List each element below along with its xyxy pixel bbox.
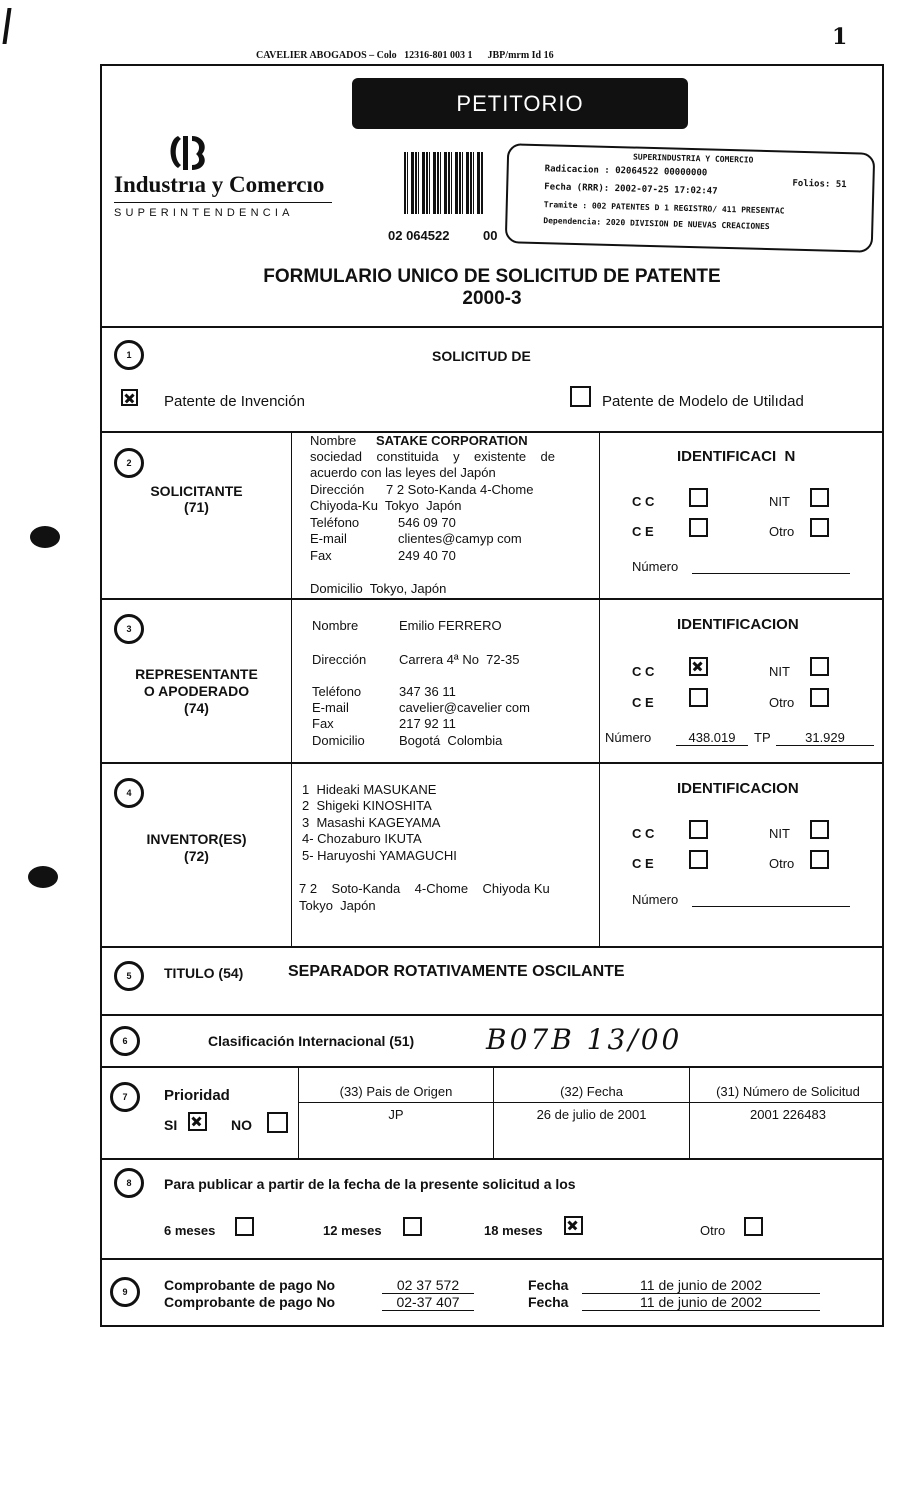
ce-checkbox[interactable] (689, 850, 708, 869)
dieciocho-meses-label: 18 meses (484, 1223, 543, 1238)
telefono-label: Teléfono (310, 515, 360, 530)
barcode-number: 02 064522 (388, 228, 450, 243)
representante-telefono: 347 36 11 (399, 684, 456, 699)
numero-solicitud-header: (31) Número de Solicitud (716, 1084, 860, 1099)
ce-checkbox[interactable] (689, 688, 708, 707)
representante-fax: 217 92 11 (399, 716, 456, 731)
solicitante-email: clientes@camyp com (398, 531, 522, 546)
divider (102, 1066, 882, 1068)
tp-label: TP (754, 730, 771, 745)
direccion-label: Dirección (310, 482, 365, 497)
section-number-2: 2 (114, 448, 144, 478)
telefono-label: Teléfono (312, 684, 362, 699)
direccion-label: Dirección (312, 652, 367, 667)
cc-checkbox[interactable] (689, 820, 708, 839)
numero-solicitud-value: 2001 226483 (750, 1107, 826, 1122)
otro-checkbox[interactable] (810, 518, 829, 537)
patente-modelo-checkbox[interactable] (570, 386, 591, 407)
fax-label: Fax (312, 716, 334, 731)
barcode (404, 152, 484, 214)
divider (102, 326, 882, 328)
stamp-line-4: Dependencia: 2020 DIVISION DE NUEVAS CREACIONES (543, 216, 770, 232)
otro-checkbox[interactable] (744, 1217, 763, 1236)
cc-label: C C (632, 826, 655, 841)
logo-sub: SUPERINTENDENCIA (114, 207, 294, 219)
apoderado-label: O APODERADO (143, 683, 250, 699)
representante-numero: 438.019 (676, 730, 748, 746)
solicitante-dir-1: 7 2 Soto-Kanda 4-Chome (386, 482, 534, 497)
section-number-3: 3 (114, 614, 144, 644)
form-title: FORMULARIO UNICO DE SOLICITUD DE PATENTE (263, 266, 721, 287)
numero-label: Número (605, 730, 652, 745)
divider (102, 762, 882, 764)
logo-name: Industrıa y Comercıo (114, 172, 325, 197)
punch-hole-bottom (28, 866, 58, 888)
seis-meses-label: 6 meses (164, 1223, 216, 1238)
comprobante-label-1: Comprobante de pago No (164, 1277, 336, 1293)
margin-mark (2, 8, 11, 44)
inventores-direccion-2: Tokyo Japón (299, 898, 376, 913)
pais-origen-value: JP (388, 1107, 404, 1122)
otro-label: Otro (769, 524, 795, 539)
stamp-folios: Folios: 51 (792, 178, 847, 191)
inventores-label: INVENTOR(ES) (146, 831, 247, 847)
prioridad-label: Prioridad (164, 1087, 230, 1104)
header-line: CAVELIER ABOGADOS – Colo 12316-801 003 1 JBP/mrm Id 16 (256, 50, 554, 61)
otro-label: Otro (769, 856, 795, 871)
fecha-header: (32) Fecha (560, 1084, 623, 1099)
otro-checkbox[interactable] (810, 688, 829, 707)
ce-label: C E (632, 695, 654, 710)
stamp-line-3: Tramite : 002 PATENTES D 1 REGISTRO/ 411 PRESENTAC (543, 200, 785, 216)
stamp-line-0: SUPERINDUSTRIA Y COMERCIO (632, 152, 754, 165)
numero-field[interactable] (692, 906, 850, 907)
fax-label: Fax (310, 548, 332, 563)
section-number-8: 8 (114, 1168, 144, 1198)
fecha-label-1: Fecha (528, 1277, 569, 1293)
section-number-1: 1 (114, 340, 144, 370)
email-label: E-mail (312, 700, 349, 715)
petitorio-title: PETITORIO (456, 91, 584, 116)
column-divider (291, 431, 292, 946)
inventor-3: 3 Masashi KAGEYAMA (302, 815, 441, 830)
divider (102, 1014, 882, 1016)
divider (102, 946, 882, 948)
representante-email: cavelier@cavelier com (399, 700, 530, 715)
solicitante-nombre: SATAKE CORPORATION (376, 433, 528, 448)
comprobante-fecha-2: 11 de junio de 2002 (582, 1294, 820, 1311)
solicitante-desc-2: acuerdo con las leyes del Japón (310, 465, 496, 480)
fecha-value: 26 de julio de 2001 (536, 1107, 647, 1122)
no-label: NO (231, 1117, 252, 1133)
otro-label: Otro (769, 695, 795, 710)
otro-label: Otro (700, 1223, 726, 1238)
identificacion-title: IDENTIFICACION (677, 780, 799, 797)
nit-label: NIT (769, 494, 790, 509)
clasificacion-label: Clasificación Internacional (51) (208, 1033, 415, 1049)
divider (102, 598, 882, 600)
section-1-title: SOLICITUD DE (432, 348, 531, 364)
inventor-5: 5- Haruyoshi YAMAGUCHI (302, 848, 457, 863)
doce-meses-label: 12 meses (323, 1223, 382, 1238)
cc-checkbox[interactable] (689, 488, 708, 507)
solicitante-desc-1: sociedad constituida y existente de (310, 449, 555, 464)
solicitante-code: (71) (184, 499, 209, 515)
representante-tp: 31.929 (776, 730, 874, 746)
divider (102, 1258, 882, 1260)
titulo-value: SEPARADOR ROTATIVAMENTE OSCILANTE (288, 963, 625, 980)
logo-mark (164, 132, 210, 172)
section-number-7: 7 (110, 1082, 140, 1112)
dieciocho-meses-checkbox[interactable] (564, 1216, 583, 1235)
section-number-6: 6 (110, 1026, 140, 1056)
stamp-line-1: Radicacion : 02064522 00000000 (544, 164, 708, 179)
ce-checkbox[interactable] (689, 518, 708, 537)
prioridad-no-checkbox[interactable] (267, 1112, 288, 1133)
cc-checkbox[interactable] (689, 657, 708, 676)
inventores-direccion-1: 7 2 Soto-Kanda 4-Chome Chiyoda Ku (299, 881, 550, 896)
logo-rule (114, 202, 332, 203)
punch-hole-top (30, 526, 60, 548)
section-number-9: 9 (110, 1277, 140, 1307)
cc-label: C C (632, 664, 655, 679)
nit-checkbox[interactable] (810, 488, 829, 507)
comprobante-label-2: Comprobante de pago No (164, 1294, 336, 1310)
nit-checkbox[interactable] (810, 820, 829, 839)
comprobante-numero-1: 02 37 572 (382, 1277, 474, 1294)
solicitante-domicilio: Domicilio Tokyo, Japón (310, 581, 447, 596)
fecha-label-2: Fecha (528, 1294, 569, 1310)
nit-checkbox[interactable] (810, 657, 829, 676)
representante-nombre: Emilio FERRERO (399, 618, 502, 633)
email-label: E-mail (310, 531, 347, 546)
publicar-label: Para publicar a partir de la fecha de la presente solicitud a los (164, 1176, 576, 1192)
otro-checkbox[interactable] (810, 850, 829, 869)
ce-label: C E (632, 856, 654, 871)
patente-modelo-label: Patente de Modelo de Utilıdad (602, 393, 804, 410)
numero-label: Número (632, 892, 679, 907)
patente-invencion-label: Patente de Invención (164, 393, 305, 410)
column-divider (599, 431, 600, 946)
inventor-1: 1 Hideaki MASUKANE (302, 782, 437, 797)
numero-label: Número (632, 559, 679, 574)
representante-label: REPRESENTANTE (135, 666, 258, 682)
section-number-5: 5 (114, 961, 144, 991)
numero-field[interactable] (692, 573, 850, 574)
nit-label: NIT (769, 826, 790, 841)
page-number: 1 (832, 24, 848, 50)
representante-dir: Carrera 4ª No 72-35 (399, 652, 520, 667)
nombre-label: Nombre (310, 433, 357, 448)
prioridad-si-checkbox[interactable] (188, 1112, 207, 1131)
comprobante-fecha-1: 11 de junio de 2002 (582, 1277, 820, 1294)
titulo-label: TITULO (54) (164, 965, 244, 981)
solicitante-label: SOLICITANTE (150, 483, 243, 499)
seis-meses-checkbox[interactable] (235, 1217, 254, 1236)
pais-origen-header: (33) Pais de Origen (339, 1084, 453, 1099)
section-number-4: 4 (114, 778, 144, 808)
si-label: SI (164, 1117, 178, 1133)
patent-form (100, 64, 884, 1327)
doce-meses-checkbox[interactable] (403, 1217, 422, 1236)
ce-label: C E (632, 524, 654, 539)
solicitante-dir-2: Chiyoda-Ku Tokyo Japón (310, 498, 462, 513)
reception-stamp (505, 143, 875, 253)
solicitante-telefono: 546 09 70 (398, 515, 456, 530)
inventores-code: (72) (184, 848, 209, 864)
petitorio-banner (352, 78, 688, 129)
divider (102, 1158, 882, 1160)
barcode-suffix: 00 (483, 228, 498, 243)
cc-label: C C (632, 494, 655, 509)
nombre-label: Nombre (312, 618, 359, 633)
priority-header-rule (298, 1102, 884, 1103)
inventor-2: 2 Shigeki KINOSHITA (302, 798, 432, 813)
comprobante-numero-2: 02-37 407 (382, 1294, 474, 1311)
stamp-line-2: Fecha (RRR): 2002-07-25 17:02:47 (544, 182, 718, 197)
representante-domicilio: Bogotá Colombia (399, 733, 503, 748)
form-code: 2000-3 (462, 288, 522, 309)
identificacion-title: IDENTIFICACION (677, 616, 799, 633)
identificacion-title: IDENTIFICACI N (677, 448, 796, 465)
representante-code: (74) (184, 700, 209, 716)
nit-label: NIT (769, 664, 790, 679)
solicitante-fax: 249 40 70 (398, 548, 456, 563)
clasificacion-handwritten: B07B 13/00 (486, 1023, 683, 1056)
patente-invencion-checkbox[interactable] (121, 389, 138, 406)
domicilio-label: Domicilio (312, 733, 365, 748)
inventor-4: 4- Chozaburo IKUTA (302, 831, 422, 846)
